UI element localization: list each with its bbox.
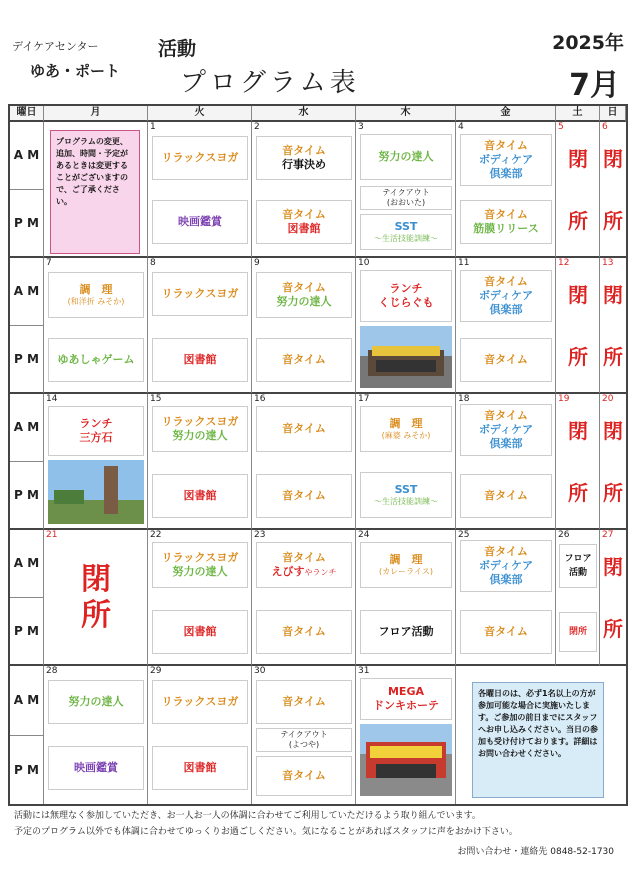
pm-label: P M [10,598,44,666]
closed-mark: 所 [603,209,623,233]
closed-mark: 所 [568,345,588,369]
closed-mark: 閉 [603,147,623,171]
monument-image [48,460,144,524]
date-number: 29 [150,666,162,676]
calendar-grid [8,104,628,806]
activity-block: 調 理 (麻婆 みそか) [360,406,452,452]
date-number: 17 [358,394,370,404]
weekday-header-wed: 水 [252,106,356,122]
page-header [0,0,640,104]
date-number: 3 [358,122,364,132]
info-note: 各曜日のは、必ず1名以上の方が参加可能な場合に実施いたします。ご参加の前日までにスタッフへお申し込みください。当日の参加も受け付けております。詳細はお問い合わせください。 [472,682,604,798]
activity-block: 音タイム [460,474,552,518]
weekday-header-sat: 土 [556,106,600,122]
restaurant-photo [360,326,452,388]
closed-mark: 所 [568,209,588,233]
closed-mark: 閉 [568,147,588,171]
pm-label: P M [10,736,44,804]
activity-block: 調 理 (和洋折 みそか) [48,272,144,318]
date-number: 26 [558,530,570,540]
footer-line: 活動には無理なく参加していただき、お一人お一人の体調に合わせてご利用していただけるよう取り組んでいます。 [14,811,481,821]
activity-block: 努力の達人 [48,680,144,724]
date-number: 27 [602,530,614,540]
am-label: A M [10,530,44,598]
monument-photo [48,460,144,524]
closed-mark: 閉 [568,419,588,443]
date-number: 18 [458,394,470,404]
am-label: A M [10,122,44,190]
weekday-header-fri: 金 [456,106,556,122]
activity-block: 音タイム [256,610,352,654]
date-number: 8 [150,258,156,268]
storefront-image [360,326,452,388]
activity-block: リラックスヨガ [152,272,248,316]
activity-block: リラックスヨガ [152,680,248,724]
activity-block: 音タイム ボディケア 倶楽部 [460,540,552,592]
date-number: 25 [458,530,470,540]
closed-mark: 所 [603,345,623,369]
weekday-header-tue: 火 [148,106,252,122]
activity-block: 映画鑑賞 [48,746,144,790]
activity-block: ゆあしゃゲーム [48,338,144,382]
activity-block: 音タイム [256,406,352,452]
date-number: 10 [358,258,370,268]
date-number: 30 [254,666,266,676]
date-number: 9 [254,258,260,268]
activity-block: 図書館 [152,610,248,654]
date-number: 5 [558,122,564,132]
date-number: 31 [358,666,370,676]
weekday-header-mon: 月 [44,106,148,122]
store-photo [360,724,452,796]
date-number: 22 [150,530,162,540]
activity-block: 図書館 [152,746,248,790]
date-number: 4 [458,122,464,132]
pm-label: P M [10,462,44,530]
activity-block: 調 理 (カレーライス) [360,542,452,588]
date-number: 21 [46,530,58,540]
contact-info: お問い合わせ・連絡先 0848-52-1730 [457,847,614,857]
weekday-header-label: 曜日 [10,106,44,122]
closed-mark: 閉 [603,555,623,579]
closed-mark: 所 [603,617,623,641]
pm-label: P M [10,326,44,394]
weekday-header-sun: 日 [600,106,626,122]
activity-block: 音タイム [256,474,352,518]
date-number: 23 [254,530,266,540]
activity-block: 音タイム [460,338,552,382]
closed-mark: 閉 [603,283,623,307]
month-label: 7月 [569,68,620,103]
store-image [360,724,452,796]
activity-block: 音タイム ボディケア 倶楽部 [460,134,552,186]
activity-block: 映画鑑賞 [152,200,248,244]
closed-mark: 所 [568,481,588,505]
facility-name: ゆあ・ポート [30,62,121,80]
activity-block: 図書館 [152,474,248,518]
footer-line: 予定のプログラム以外でも体調に合わせてゆっくりお過ごしください。気になることがあればスタッフに声をおかけ下さい。 [14,827,518,837]
activity-block: 音タイム [460,610,552,654]
activity-block: 音タイム [256,338,352,382]
organization-name: デイケアセンター [12,40,99,53]
date-number: 16 [254,394,266,404]
activity-block: リラックスヨガ 努力の達人 [152,406,248,452]
activity-block: 努力の達人 [360,134,452,180]
activity-block: ランチ くじらぐも [360,270,452,322]
date-number: 15 [150,394,162,404]
date-number: 14 [46,394,58,404]
date-number: 2 [254,122,260,132]
activity-block: テイクアウト (おおいた) [360,186,452,210]
am-label: A M [10,258,44,326]
page-title: プログラム表 [180,68,360,98]
activity-block: リラックスヨガ 努力の達人 [152,542,248,588]
activity-block: リラックスヨガ [152,136,248,180]
activity-block: 音タイム えびすやランチ [256,542,352,588]
closed-mark: 閉 所 [81,562,111,633]
date-number: 19 [558,394,570,404]
activity-block: フロア活動 [360,610,452,654]
am-label: A M [10,394,44,462]
activity-block: 音タイム [256,680,352,724]
pm-label: P M [10,190,44,258]
activity-block: 閉所 [559,612,597,652]
activity-block: ランチ 三方石 [48,406,144,456]
activity-block: 音タイム [256,756,352,796]
activity-block: SST ～生活技能訓練～ [360,214,452,250]
am-label: A M [10,666,44,736]
date-number: 6 [602,122,608,132]
activity-block: テイクアウト (よつや) [256,728,352,752]
activity-block: 音タイム ボディケア 倶楽部 [460,270,552,322]
activity-block: 音タイム 努力の達人 [256,272,352,318]
date-number: 12 [558,258,570,268]
activity-block: 音タイム ボディケア 倶楽部 [460,404,552,456]
activity-block: SST ～生活技能訓練～ [360,472,452,518]
date-number: 24 [358,530,370,540]
schedule-note: プログラムの変更、追加、時間・予定があるときは変更することがございますので、ご了承ください。 [50,130,140,254]
date-number: 7 [46,258,52,268]
activity-block: 音タイム 筋膜リリース [460,200,552,244]
date-number: 13 [602,258,614,268]
activity-block: 音タイム 行事決め [256,136,352,180]
date-number: 28 [46,666,58,676]
closed-mark: 閉 [603,419,623,443]
closed-mark: 所 [603,481,623,505]
activity-block: フロア 活動 [559,544,597,588]
activity-block: 音タイム 図書館 [256,200,352,244]
activity-block: 図書館 [152,338,248,382]
closed-mark: 閉 [568,283,588,307]
date-number: 11 [458,258,470,268]
activity-block: MEGA ドンキホーテ [360,678,452,720]
date-number: 1 [150,122,156,132]
weekday-header-thu: 木 [356,106,456,122]
year-label: 2025年 [552,32,624,54]
activity-label: 活動 [158,38,197,60]
date-number: 20 [602,394,614,404]
